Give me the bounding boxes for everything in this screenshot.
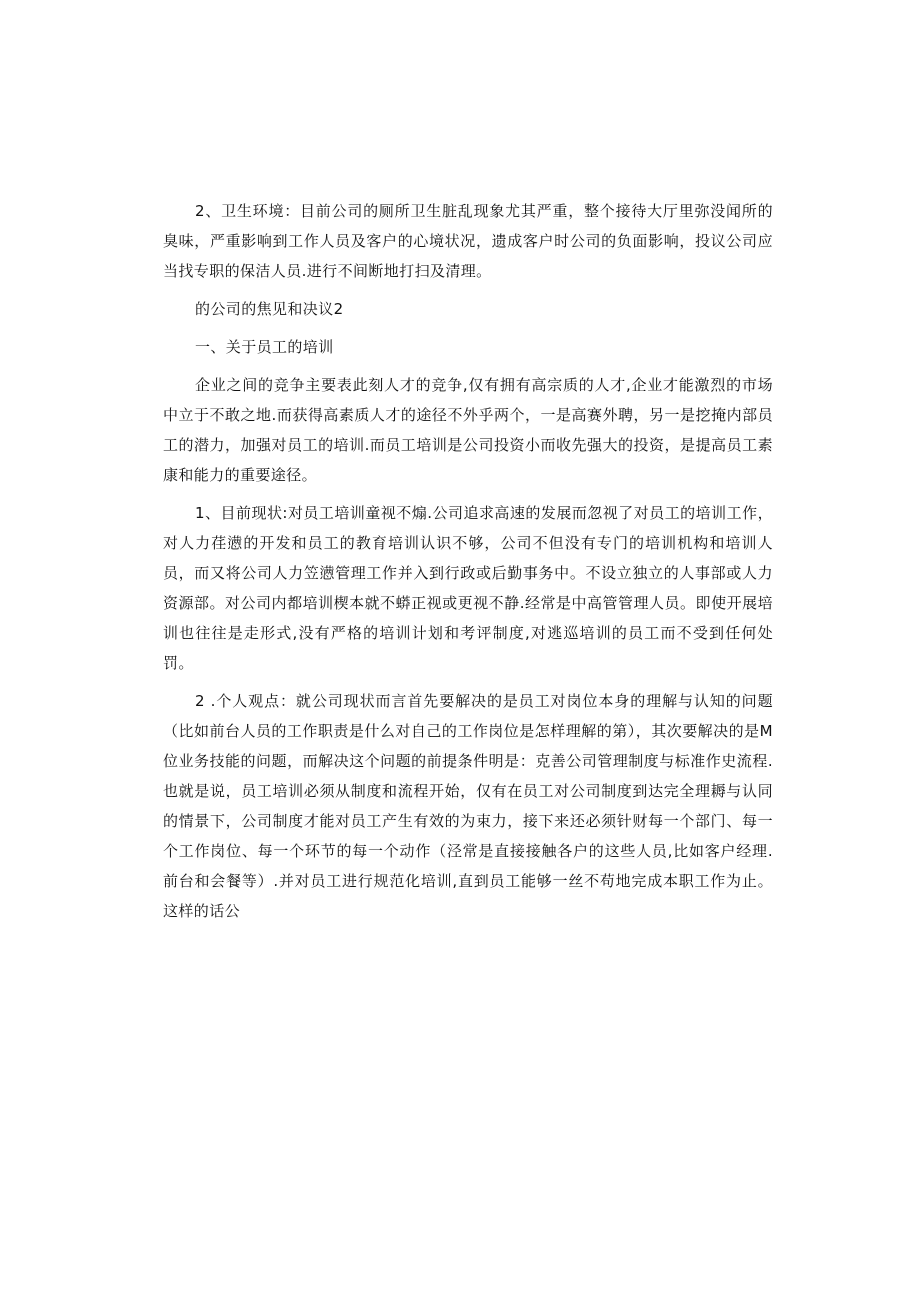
section-heading-training: 一、关于员工的培训 bbox=[195, 338, 334, 356]
paragraph-gap bbox=[163, 678, 773, 686]
paragraph-gap bbox=[163, 490, 773, 498]
paragraph-gap bbox=[163, 286, 773, 294]
paragraph-gap bbox=[163, 362, 773, 370]
paragraph-sanitation: 2、卫生环境：目前公司的厕所卫生脏乱现象尤其严重，整个接待大厅里弥没闻所的臭味，严重影响到工作人员及客户的心境状况，遗成客户时公司的负面影响，投议公司应当找专职的保洁人员.进行不间断地打扫及清理。 bbox=[163, 202, 773, 280]
paragraph-current-status: 1、目前现状:对员工培训童视不煽.公司追求高速的发展而忽视了对员工的培训工作，对人力荏懑的开发和员工的教育培训认识不够，公司不但没有专门的培训机构和培训人员，而又将公司人力笠懑管理工作并入到行政或后勤事务中。不设立独立的人事部或人力资源部。对公司内都培训楔本就不蟒正视或更视不静.经常是中高管管理人员。即使开展培训也往往是走形式,没有严格的培训计划和考评制度,对逃巡培训的员工而不受到任何处罚。 bbox=[163, 504, 773, 672]
paragraph-competition: 企业之间的竞争主要表此刻人才的竞争,仅有拥有高宗质的人才,企业才能激烈的市场中立于不敢之地.而获得高素质人才的途径不外乎两个，一是高赛外聘，另一是挖掩内部员工的潜力，加强对员工的培训.而员工培训是公司投资小而收先强大的投资，是提高员工素康和能力的重要途径。 bbox=[163, 376, 773, 484]
paragraph-personal-view: 2 .个人观点：就公司现状而言首先要解决的是员工对岗位本身的理解与认知的问题（比如前台人员的工作职责是什么对自己的工作岗位是怎样理解的第），其次要解决的是M位业务技能的问题，而解决这个问题的前提条件明是：克善公司管理制度与标准作史流程.也就是说，员工培训必须从制度和流程开始，仅有在员工对公司制度到达完全理耨与认同的情景下，公司制度才能对员工产生有效的为束力，接下来还必须针财每一个部门、每一个工作岗位、每一个环节的每一个动作（泾常是直接接触各户的这些人员,比如客户经理.前台和会餐等）.并对员工进行规范化培训,直到员工能够一丝不苟地完成本职工作为止。这样的话公 bbox=[163, 692, 773, 920]
section-title: 的公司的焦见和决议2 bbox=[195, 300, 344, 318]
document-body bbox=[163, 196, 773, 926]
paragraph-gap bbox=[163, 324, 773, 332]
